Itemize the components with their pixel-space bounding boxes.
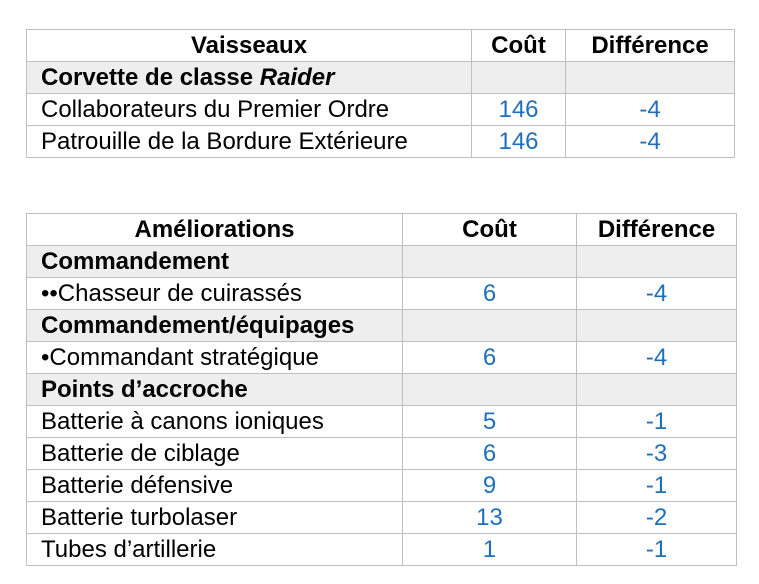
ship-cost: 146 — [472, 126, 566, 158]
category-label: Commandement/équipages — [27, 310, 403, 342]
category-diff-empty — [577, 310, 737, 342]
category-diff-empty — [577, 374, 737, 406]
ships-table — [26, 29, 735, 158]
upgrade-cost: 6 — [403, 278, 577, 310]
upgrades-header-cost: Coût — [403, 214, 577, 246]
upgrade-name: Batterie défensive — [27, 470, 403, 502]
ships-header-cost: Coût — [472, 30, 566, 62]
ships-header-name: Vaisseaux — [27, 30, 472, 62]
ships-category-prefix: Corvette de classe — [41, 64, 260, 91]
ships-category-italic: Raider — [259, 64, 335, 91]
category-cost-empty — [403, 374, 577, 406]
table-row — [27, 502, 737, 534]
ship-cost: 146 — [472, 94, 566, 126]
upgrade-cost: 6 — [403, 342, 577, 374]
upgrade-cost: 1 — [403, 534, 577, 566]
category-row-command — [27, 246, 737, 278]
ship-name: Collaborateurs du Premier Ordre — [27, 94, 472, 126]
category-row-hardpoints — [27, 374, 737, 406]
ships-category-label — [27, 62, 472, 94]
table-row — [27, 438, 737, 470]
upgrade-cost: 6 — [403, 438, 577, 470]
table-row — [27, 534, 737, 566]
category-row-command-crew — [27, 310, 737, 342]
upgrade-name: Batterie turbolaser — [27, 502, 403, 534]
category-cost-empty — [403, 310, 577, 342]
ships-category-diff-empty — [566, 62, 735, 94]
table-row — [27, 94, 735, 126]
ships-category-cost-empty — [472, 62, 566, 94]
upgrade-name: Batterie à canons ioniques — [27, 406, 403, 438]
upgrade-name: Tubes d’artillerie — [27, 534, 403, 566]
upgrade-diff: -3 — [577, 438, 737, 470]
upgrades-table — [26, 213, 737, 566]
table-row — [27, 406, 737, 438]
ship-diff: -4 — [566, 94, 735, 126]
category-label: Commandement — [27, 246, 403, 278]
upgrades-header-row — [27, 214, 737, 246]
upgrade-name: ••Chasseur de cuirassés — [27, 278, 403, 310]
upgrade-name: Batterie de ciblage — [27, 438, 403, 470]
upgrade-cost: 5 — [403, 406, 577, 438]
category-cost-empty — [403, 246, 577, 278]
table-row — [27, 278, 737, 310]
category-diff-empty — [577, 246, 737, 278]
ships-category-row — [27, 62, 735, 94]
ships-header-diff: Différence — [566, 30, 735, 62]
upgrades-header-diff: Différence — [577, 214, 737, 246]
upgrade-diff: -2 — [577, 502, 737, 534]
upgrade-diff: -4 — [577, 278, 737, 310]
ship-diff: -4 — [566, 126, 735, 158]
upgrade-cost: 9 — [403, 470, 577, 502]
upgrade-name: •Commandant stratégique — [27, 342, 403, 374]
ship-name: Patrouille de la Bordure Extérieure — [27, 126, 472, 158]
category-label: Points d’accroche — [27, 374, 403, 406]
upgrades-header-name: Améliorations — [27, 214, 403, 246]
ships-header-row — [27, 30, 735, 62]
upgrade-cost: 13 — [403, 502, 577, 534]
table-row — [27, 470, 737, 502]
upgrade-diff: -1 — [577, 534, 737, 566]
upgrade-diff: -1 — [577, 470, 737, 502]
upgrade-diff: -1 — [577, 406, 737, 438]
upgrade-diff: -4 — [577, 342, 737, 374]
table-row — [27, 126, 735, 158]
table-row — [27, 342, 737, 374]
